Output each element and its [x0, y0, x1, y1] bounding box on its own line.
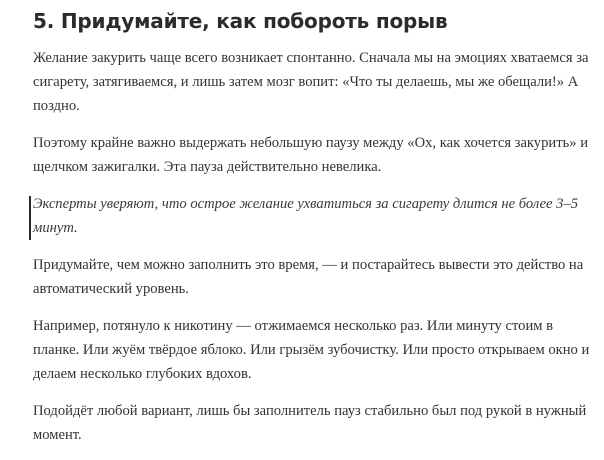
paragraph-intro: Желание закурить чаще всего возникает спонтанно. Сначала мы на эмоциях хватаемся за сигарету, затягиваемся, и лишь затем мозг вопит: «Что ты делаешь, мы же обещали!» А поздно. [33, 50, 589, 114]
section-heading: 5. Придумайте, как побороть порыв [33, 9, 448, 33]
article-body [33, 6, 593, 460]
quote-bar [29, 196, 31, 240]
paragraph-examples: Например, потянуло к никотину — отжимаемся несколько раз. Или минуту стоим в планке. Или жуём твёрдое яблоко. Или грызём зубочистку. Или просто открываем окно и делаем несколько глубоких вдохов. [33, 318, 590, 382]
paragraph-fill-time: Придумайте, чем можно заполнить это время, — и постарайтесь вывести это действо на автоматический уровень. [33, 257, 584, 297]
paragraph-any-option: Подойдёт любой вариант, лишь бы заполнитель пауз стабильно был под рукой в нужный момент. [33, 403, 587, 443]
quote-text: Эксперты уверяют, что острое желание ухватиться за сигарету длится не более 3–5 минут. [33, 196, 579, 236]
blockquote [33, 192, 593, 240]
paragraph-pause: Поэтому крайне важно выдержать небольшую паузу между «Ох, как хочется закурить» и щелчком зажигалки. Эта пауза действительно невелика. [33, 135, 589, 175]
